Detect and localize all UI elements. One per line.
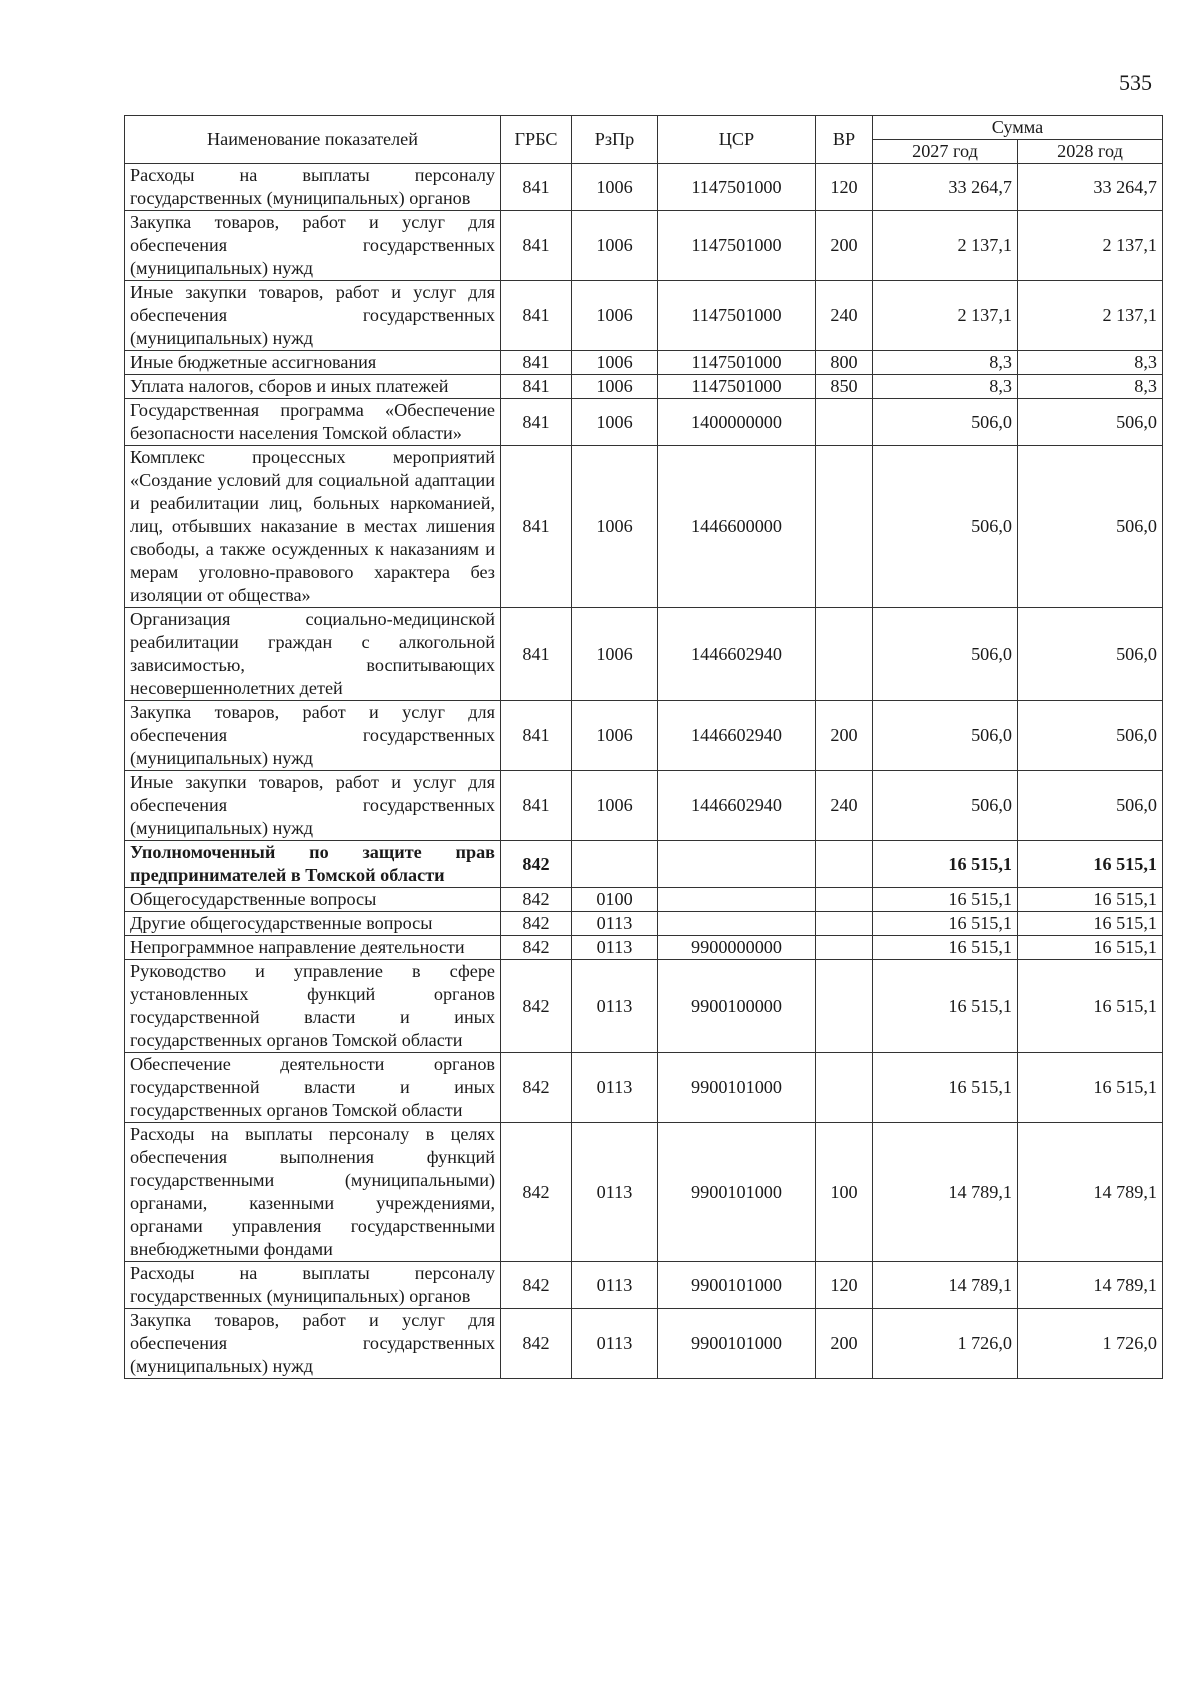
table-row xyxy=(125,608,1163,701)
cell-sum-2028: 8,3 xyxy=(1018,375,1163,399)
cell-csr xyxy=(658,841,816,888)
table-row xyxy=(125,960,1163,1053)
table-row xyxy=(125,841,1163,888)
cell-vr xyxy=(816,446,873,608)
table-row xyxy=(125,1123,1163,1262)
cell-grbs: 841 xyxy=(501,375,572,399)
cell-sum-2028: 1 726,0 xyxy=(1018,1309,1163,1379)
cell-sum-2027: 16 515,1 xyxy=(873,888,1018,912)
cell-name: Обеспечение деятельности органов государственной власти и иных государственных органов Томской области xyxy=(125,1053,501,1123)
cell-csr: 9900101000 xyxy=(658,1123,816,1262)
cell-grbs: 842 xyxy=(501,1053,572,1123)
cell-sum-2028: 506,0 xyxy=(1018,446,1163,608)
cell-sum-2027: 2 137,1 xyxy=(873,281,1018,351)
cell-rzpr: 1006 xyxy=(572,399,658,446)
cell-grbs: 842 xyxy=(501,1262,572,1309)
cell-csr: 1147501000 xyxy=(658,164,816,211)
table-row xyxy=(125,912,1163,936)
cell-rzpr: 1006 xyxy=(572,771,658,841)
cell-name: Комплекс процессных мероприятий «Создание условий для социальной адаптации и реабилитации лиц, больных наркоманией, лиц, отбывших наказание в местах лишения свободы, а также осужденных к наказаниям и мерам уголовно-правового характера без изоляции от общества» xyxy=(125,446,501,608)
cell-rzpr: 0113 xyxy=(572,1262,658,1309)
cell-sum-2027: 16 515,1 xyxy=(873,912,1018,936)
cell-rzpr: 1006 xyxy=(572,164,658,211)
cell-sum-2027: 8,3 xyxy=(873,375,1018,399)
cell-name: Руководство и управление в сфере установленных функций органов государственной власти и иных государственных органов Томской области xyxy=(125,960,501,1053)
cell-sum-2027: 8,3 xyxy=(873,351,1018,375)
cell-sum-2028: 506,0 xyxy=(1018,608,1163,701)
cell-rzpr: 1006 xyxy=(572,446,658,608)
cell-sum-2027: 506,0 xyxy=(873,771,1018,841)
cell-csr: 1147501000 xyxy=(658,281,816,351)
cell-grbs: 841 xyxy=(501,281,572,351)
table-row xyxy=(125,351,1163,375)
cell-sum-2027: 16 515,1 xyxy=(873,841,1018,888)
table-body xyxy=(125,164,1163,1379)
cell-name: Иные закупки товаров, работ и услуг для обеспечения государственных (муниципальных) нужд xyxy=(125,281,501,351)
cell-sum-2028: 16 515,1 xyxy=(1018,888,1163,912)
cell-csr: 9900101000 xyxy=(658,1053,816,1123)
cell-csr: 9900101000 xyxy=(658,1262,816,1309)
cell-vr: 120 xyxy=(816,164,873,211)
cell-rzpr: 0113 xyxy=(572,1309,658,1379)
cell-name: Иные закупки товаров, работ и услуг для обеспечения государственных (муниципальных) нужд xyxy=(125,771,501,841)
cell-csr: 1147501000 xyxy=(658,375,816,399)
cell-name: Организация социально-медицинской реабилитации граждан с алкогольной зависимостью, воспитывающих несовершеннолетних детей xyxy=(125,608,501,701)
cell-grbs: 842 xyxy=(501,1123,572,1262)
cell-sum-2027: 14 789,1 xyxy=(873,1123,1018,1262)
cell-sum-2027: 1 726,0 xyxy=(873,1309,1018,1379)
table-row xyxy=(125,446,1163,608)
table-header xyxy=(125,116,1163,164)
cell-vr xyxy=(816,841,873,888)
table-row xyxy=(125,771,1163,841)
cell-vr: 240 xyxy=(816,771,873,841)
cell-grbs: 841 xyxy=(501,701,572,771)
cell-sum-2027: 14 789,1 xyxy=(873,1262,1018,1309)
cell-grbs: 841 xyxy=(501,446,572,608)
cell-sum-2028: 16 515,1 xyxy=(1018,912,1163,936)
cell-sum-2027: 506,0 xyxy=(873,446,1018,608)
table-row xyxy=(125,399,1163,446)
cell-vr: 100 xyxy=(816,1123,873,1262)
header-name: Наименование показателей xyxy=(125,116,501,164)
cell-grbs: 841 xyxy=(501,608,572,701)
cell-rzpr: 1006 xyxy=(572,281,658,351)
cell-rzpr: 1006 xyxy=(572,351,658,375)
cell-vr: 850 xyxy=(816,375,873,399)
cell-name: Расходы на выплаты персоналу в целях обеспечения выполнения функций государственными (муниципальными) органами, казенными учреждениями, органами управления государственными внебюджетными фондами xyxy=(125,1123,501,1262)
cell-name: Закупка товаров, работ и услуг для обеспечения государственных (муниципальных) нужд xyxy=(125,701,501,771)
cell-vr: 200 xyxy=(816,1309,873,1379)
cell-name: Расходы на выплаты персоналу государственных (муниципальных) органов xyxy=(125,164,501,211)
cell-csr: 9900000000 xyxy=(658,936,816,960)
cell-grbs: 842 xyxy=(501,841,572,888)
cell-name: Другие общегосударственные вопросы xyxy=(125,912,501,936)
cell-sum-2027: 16 515,1 xyxy=(873,1053,1018,1123)
table-row xyxy=(125,701,1163,771)
cell-grbs: 842 xyxy=(501,960,572,1053)
cell-sum-2028: 16 515,1 xyxy=(1018,936,1163,960)
header-year-2027: 2027 год xyxy=(873,140,1018,164)
cell-vr: 200 xyxy=(816,701,873,771)
header-rzpr: РзПр xyxy=(572,116,658,164)
cell-csr: 9900101000 xyxy=(658,1309,816,1379)
cell-sum-2028: 16 515,1 xyxy=(1018,1053,1163,1123)
cell-vr xyxy=(816,399,873,446)
cell-rzpr xyxy=(572,841,658,888)
cell-grbs: 842 xyxy=(501,936,572,960)
header-vr: ВР xyxy=(816,116,873,164)
cell-rzpr: 1006 xyxy=(572,608,658,701)
cell-rzpr: 1006 xyxy=(572,701,658,771)
cell-grbs: 842 xyxy=(501,1309,572,1379)
table-row xyxy=(125,1262,1163,1309)
cell-sum-2028: 16 515,1 xyxy=(1018,841,1163,888)
header-sum: Сумма xyxy=(873,116,1163,140)
cell-csr: 1446602940 xyxy=(658,608,816,701)
cell-name: Закупка товаров, работ и услуг для обеспечения государственных (муниципальных) нужд xyxy=(125,211,501,281)
cell-vr: 800 xyxy=(816,351,873,375)
table-row xyxy=(125,1309,1163,1379)
table-row xyxy=(125,375,1163,399)
table-row xyxy=(125,281,1163,351)
cell-name: Уплата налогов, сборов и иных платежей xyxy=(125,375,501,399)
table-row xyxy=(125,1053,1163,1123)
cell-vr: 240 xyxy=(816,281,873,351)
cell-sum-2028: 506,0 xyxy=(1018,771,1163,841)
cell-sum-2027: 33 264,7 xyxy=(873,164,1018,211)
cell-rzpr: 0113 xyxy=(572,936,658,960)
cell-sum-2028: 16 515,1 xyxy=(1018,960,1163,1053)
cell-csr: 1147501000 xyxy=(658,351,816,375)
table-row xyxy=(125,936,1163,960)
cell-rzpr: 0113 xyxy=(572,912,658,936)
cell-sum-2028: 33 264,7 xyxy=(1018,164,1163,211)
cell-grbs: 841 xyxy=(501,399,572,446)
cell-vr xyxy=(816,936,873,960)
cell-sum-2028: 8,3 xyxy=(1018,351,1163,375)
cell-csr: 1446602940 xyxy=(658,771,816,841)
cell-grbs: 841 xyxy=(501,351,572,375)
cell-vr xyxy=(816,960,873,1053)
cell-name: Общегосударственные вопросы xyxy=(125,888,501,912)
cell-name: Непрограммное направление деятельности xyxy=(125,936,501,960)
cell-rzpr: 0113 xyxy=(572,960,658,1053)
cell-sum-2027: 2 137,1 xyxy=(873,211,1018,281)
cell-rzpr: 1006 xyxy=(572,375,658,399)
cell-sum-2027: 506,0 xyxy=(873,701,1018,771)
cell-sum-2027: 506,0 xyxy=(873,399,1018,446)
cell-grbs: 842 xyxy=(501,912,572,936)
cell-name: Государственная программа «Обеспечение безопасности населения Томской области» xyxy=(125,399,501,446)
cell-grbs: 841 xyxy=(501,211,572,281)
cell-name: Иные бюджетные ассигнования xyxy=(125,351,501,375)
cell-sum-2028: 2 137,1 xyxy=(1018,281,1163,351)
cell-sum-2028: 14 789,1 xyxy=(1018,1262,1163,1309)
cell-grbs: 842 xyxy=(501,888,572,912)
cell-sum-2027: 506,0 xyxy=(873,608,1018,701)
cell-csr xyxy=(658,912,816,936)
cell-sum-2028: 2 137,1 xyxy=(1018,211,1163,281)
cell-grbs: 841 xyxy=(501,771,572,841)
cell-rzpr: 0100 xyxy=(572,888,658,912)
cell-vr xyxy=(816,912,873,936)
cell-name: Расходы на выплаты персоналу государственных (муниципальных) органов xyxy=(125,1262,501,1309)
header-grbs: ГРБС xyxy=(501,116,572,164)
cell-grbs: 841 xyxy=(501,164,572,211)
cell-vr: 200 xyxy=(816,211,873,281)
cell-rzpr: 0113 xyxy=(572,1053,658,1123)
cell-name: Закупка товаров, работ и услуг для обеспечения государственных (муниципальных) нужд xyxy=(125,1309,501,1379)
cell-sum-2027: 16 515,1 xyxy=(873,936,1018,960)
table-row xyxy=(125,164,1163,211)
cell-csr: 1446602940 xyxy=(658,701,816,771)
header-csr: ЦСР xyxy=(658,116,816,164)
cell-csr: 9900100000 xyxy=(658,960,816,1053)
cell-vr xyxy=(816,1053,873,1123)
header-year-2028: 2028 год xyxy=(1018,140,1163,164)
cell-sum-2028: 506,0 xyxy=(1018,399,1163,446)
cell-csr: 1147501000 xyxy=(658,211,816,281)
cell-rzpr: 1006 xyxy=(572,211,658,281)
cell-csr: 1400000000 xyxy=(658,399,816,446)
cell-vr xyxy=(816,608,873,701)
cell-csr xyxy=(658,888,816,912)
table-row xyxy=(125,211,1163,281)
budget-table xyxy=(124,115,1163,1379)
cell-sum-2028: 506,0 xyxy=(1018,701,1163,771)
page-number: 535 xyxy=(1119,70,1152,95)
cell-vr: 120 xyxy=(816,1262,873,1309)
cell-sum-2027: 16 515,1 xyxy=(873,960,1018,1053)
cell-rzpr: 0113 xyxy=(572,1123,658,1262)
cell-vr xyxy=(816,888,873,912)
cell-sum-2028: 14 789,1 xyxy=(1018,1123,1163,1262)
cell-csr: 1446600000 xyxy=(658,446,816,608)
cell-name: Уполномоченный по защите прав предпринимателей в Томской области xyxy=(125,841,501,888)
table-row xyxy=(125,888,1163,912)
